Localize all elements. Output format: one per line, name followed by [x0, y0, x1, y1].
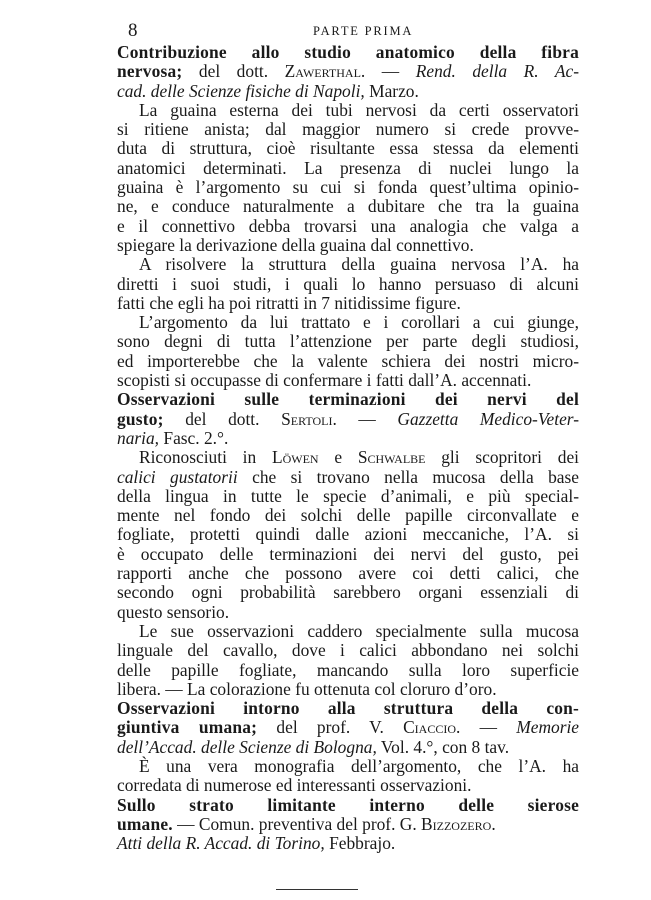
text-run: è occupato delle terminazioni dei nervi del gusto, pei: [117, 543, 579, 564]
text-run: Fasc. 2.°.: [159, 427, 229, 448]
text-line: [117, 275, 579, 294]
text-run: diretti i suoi studi, i quali lo hanno persuaso di alcuni: [117, 273, 579, 294]
bold-text: Osservazioni intorno alla struttura della con-: [117, 698, 579, 719]
page-header: [128, 20, 579, 44]
text-run: duta di struttura, cioè risultante essa stessa da elementi: [117, 138, 579, 159]
text-line: [117, 815, 579, 834]
italic-text: calici gustatorii: [117, 466, 238, 487]
author-name: Zawerthal: [284, 61, 361, 82]
text-run: ed importerebbe che la valente schiera dei nostri micro-: [117, 350, 579, 371]
entry-title-line: [117, 796, 579, 815]
text-run: Vol. 4.°, con 8 tav.: [376, 736, 510, 757]
entry-title-line: [117, 43, 579, 62]
running-title: PARTE PRIMA: [313, 24, 414, 38]
italic-text: Gazzetta Medico-Veter-: [397, 408, 580, 429]
text-run: della lingua in tutte le specie d’animali, e più special-: [117, 485, 579, 506]
text-line: [117, 834, 579, 853]
text-line: [117, 178, 579, 197]
author-name: Löwen: [271, 447, 319, 468]
text-run: fogliate, protetti quindi dalle azioni meccaniche, l’A. si: [117, 524, 579, 545]
text-run: . —: [456, 717, 517, 738]
text-line: [117, 738, 579, 757]
text-line: [117, 217, 579, 236]
text-run: — Comun. preventiva del prof.: [172, 813, 400, 834]
author-name: Sertoli: [281, 408, 333, 429]
text-run: anatomici determinati. La presenza di nuclei lungo la: [117, 157, 579, 178]
text-run: si ritiene anista; dal maggior numero si crede provve-: [117, 119, 579, 140]
text-run: guaina è l’argomento su cui si fonda quest’ultima opinio-: [117, 177, 579, 198]
text-line: [117, 101, 579, 120]
entry-title-line: [117, 390, 579, 409]
bold-text: Osservazioni sulle terminazioni dei nervi del: [117, 389, 579, 410]
text-run: gli scopritori dei: [425, 447, 579, 468]
italic-text: Rend. della R. Ac-: [415, 61, 579, 82]
text-line: [117, 468, 579, 487]
text-run: delle papille fogliate, mancando sulla loro superficie: [117, 659, 579, 680]
text-line: [117, 718, 579, 737]
text-run: questo sensorio.: [117, 601, 230, 622]
text-run: È una vera monografia dell’argomento, che l’A. ha: [139, 755, 579, 776]
text-line: [117, 487, 579, 506]
text-line: [117, 525, 579, 544]
text-line: [117, 236, 579, 255]
text-run: del prof. V.: [257, 717, 404, 738]
text-line: [117, 680, 579, 699]
text-run: e il connettivo debba trovarsi una analogia che valga a: [117, 215, 579, 236]
text-line: [117, 197, 579, 216]
text-line: [117, 757, 579, 776]
bold-text: umane.: [117, 813, 173, 834]
bold-text: gusto;: [117, 408, 164, 429]
text-line: [117, 410, 579, 429]
text-run: che si trovano nella mucosa della base: [237, 466, 580, 487]
text-line: [117, 313, 579, 332]
text-line: [117, 661, 579, 680]
bold-text: nervosa;: [117, 61, 183, 82]
text-run: linguale del cavallo, dove i calici abbondano nei solchi: [117, 640, 579, 661]
text-line: [117, 139, 579, 158]
text-run: rapporti anche che possono avere coi detti calici, che: [117, 563, 579, 584]
italic-text: Memorie: [516, 717, 580, 738]
text-line: [117, 506, 579, 525]
text-line: [117, 82, 579, 101]
bold-text: Contribuzione allo studio anatomico della fibra: [117, 42, 579, 62]
text-run: .: [491, 813, 496, 834]
text-run: sono degni di tutta l’attenzione per parte degli studiosi,: [117, 331, 579, 352]
page-number: 8: [128, 20, 138, 41]
text-line: [117, 294, 579, 313]
text-run: . —: [360, 61, 416, 82]
text-line: [117, 564, 579, 583]
italic-text: Atti della R. Accad. di Torino,: [117, 833, 325, 854]
text-line: [117, 641, 579, 660]
italic-text: cad. delle Scienze fisiche di Napoli,: [117, 80, 365, 101]
text-run: ne, e conduce naturalmente a dubitare che tra la guaina: [117, 196, 579, 217]
bold-text: giuntiva umana;: [117, 717, 258, 738]
text-run: Marzo.: [364, 80, 419, 101]
text-run: libera. — La colorazione fu ottenuta col cloruro d’oro.: [117, 678, 497, 699]
text-line: [117, 448, 579, 467]
text-run: . —: [332, 408, 398, 429]
text-line: [117, 603, 579, 622]
text-run: A risolvere la struttura della guaina nervosa l’A. ha: [139, 254, 579, 275]
text-run: Febbrajo.: [324, 833, 396, 854]
text-run: scopisti si occupasse di confermare i fatti dall’A. accennati.: [117, 370, 532, 391]
text-line: [117, 429, 579, 448]
page-body: [117, 43, 579, 853]
author-name: Ciaccio: [403, 717, 456, 738]
text-run: Le sue osservazioni caddero specialmente sulla mucosa: [139, 620, 579, 641]
text-line: [117, 776, 579, 795]
text-run: La guaina esterna dei tubi nervosi da certi osservatori: [139, 99, 579, 120]
text-run: fatti che egli ha poi ritratti in 7 nitidissime figure.: [117, 292, 461, 313]
text-run: del dott.: [163, 408, 282, 429]
bold-text: Sullo strato limitante interno delle sierose: [117, 794, 579, 815]
text-run: corredata di numerose ed interessanti osservazioni.: [117, 775, 472, 796]
author-name: Schwalbe: [357, 447, 426, 468]
italic-text: naria,: [117, 427, 160, 448]
text-run: Riconosciuti in: [139, 447, 272, 468]
text-line: [117, 622, 579, 641]
author-name: G. Bizzozero: [399, 813, 492, 834]
text-line: [117, 120, 579, 139]
text-run: secondo ogni probabilità sarebbero organi essenziali di: [117, 582, 579, 603]
text-line: [117, 62, 579, 81]
text-line: [117, 332, 579, 351]
text-line: [117, 545, 579, 564]
footer-rule: [276, 889, 358, 890]
text-run: del dott.: [182, 61, 285, 82]
text-line: [117, 352, 579, 371]
text-run: e: [318, 447, 358, 468]
text-run: L’argomento da lui trattato e i corollari a cui giunge,: [139, 312, 579, 333]
text-run: spiegare la derivazione della guaina dal connettivo.: [117, 234, 474, 255]
text-line: [117, 371, 579, 390]
text-line: [117, 255, 579, 274]
text-run: mente nel fondo dei solchi delle papille circonvallate e: [117, 505, 579, 526]
entry-title-line: [117, 699, 579, 718]
italic-text: dell’Accad. delle Scienze di Bologna,: [117, 736, 377, 757]
text-line: [117, 159, 579, 178]
text-line: [117, 583, 579, 602]
